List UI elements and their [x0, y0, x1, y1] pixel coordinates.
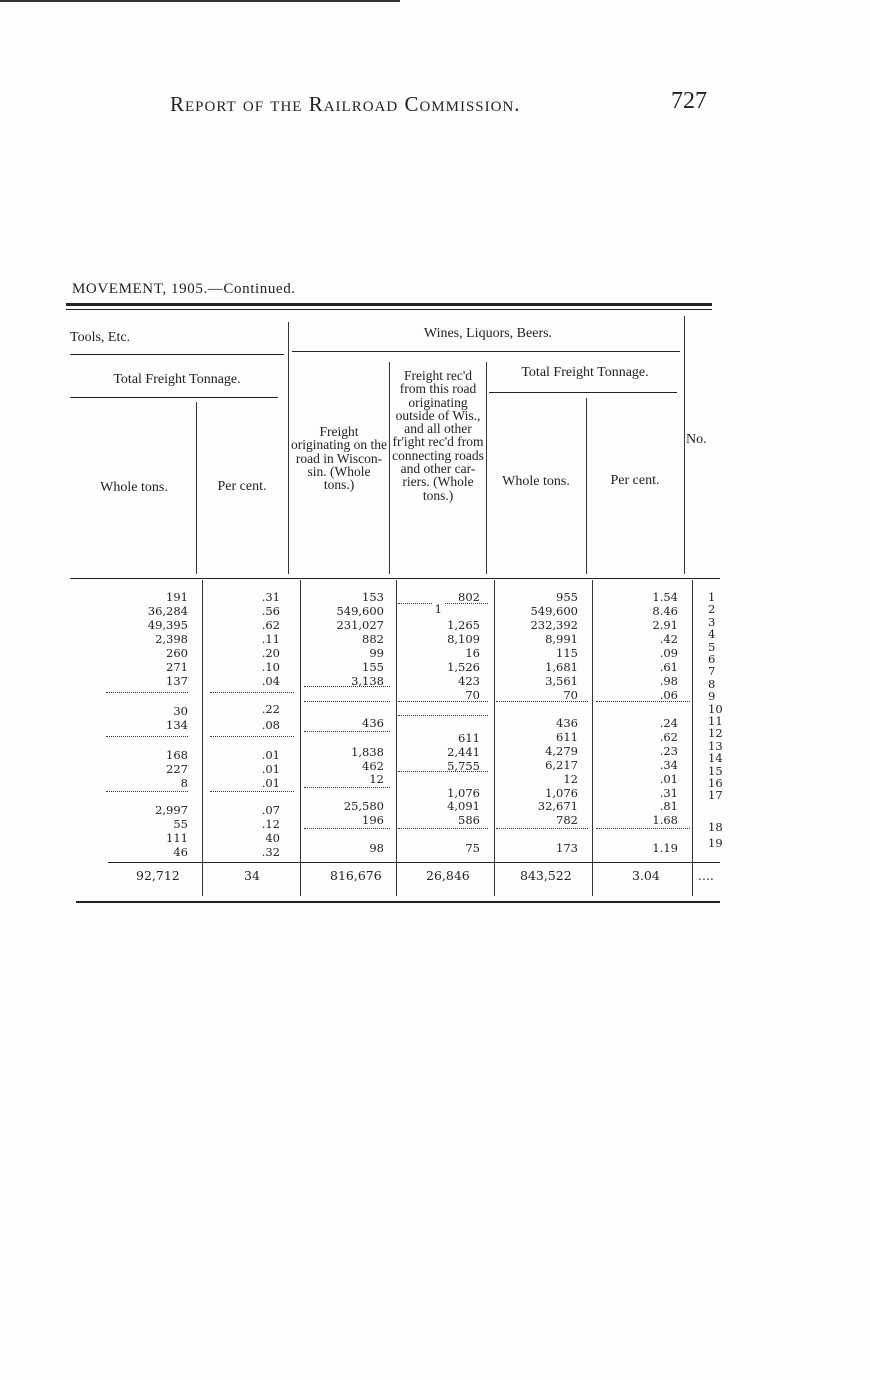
header-whole-tons-2: Whole tons. — [502, 474, 570, 489]
row-number: 6 — [708, 652, 716, 666]
table-cell: 260 — [166, 646, 188, 660]
table-cell: 173 — [556, 841, 578, 855]
header-freight-originating: Freight originating on the road in Wiscon-sin. (Whole tons.) — [291, 424, 387, 493]
body-rule-c — [396, 580, 397, 896]
table-cell: .34 — [659, 758, 678, 772]
table-cell: 4,279 — [545, 744, 578, 758]
table-cell: 2,398 — [155, 632, 188, 646]
total-row-number: .... — [698, 868, 714, 883]
table-cell: 153 — [362, 590, 384, 604]
table-cell: 36,284 — [147, 604, 188, 618]
table-cell: .31 — [261, 590, 280, 604]
row-number: 3 — [708, 614, 716, 629]
total-freight-received: 26,846 — [426, 868, 470, 883]
dot-leader — [496, 827, 588, 829]
table-cell: 232,392 — [530, 618, 578, 632]
table-cell: .42 — [659, 632, 678, 646]
col-rule-f — [684, 316, 685, 574]
body-rule-e — [592, 580, 593, 896]
table-cell: 4,091 — [447, 799, 480, 813]
table-cell: .61 — [659, 660, 678, 674]
table-cell: .32 — [261, 845, 280, 859]
table-cell: .98 — [659, 674, 678, 688]
table-cell: 168 — [166, 748, 188, 762]
row-number: 19 — [708, 836, 723, 850]
dot-leader — [304, 685, 390, 687]
table-cell: 1,526 — [447, 660, 480, 674]
table-cell: 227 — [166, 762, 188, 776]
dot-leader — [304, 827, 390, 829]
table-cell: 5,755 — [447, 759, 480, 773]
dot-leader — [304, 786, 390, 788]
table-cell: .56 — [261, 604, 280, 618]
table-cell: 586 — [458, 813, 480, 827]
dot-leader — [398, 714, 488, 716]
table-cell: .04 — [261, 674, 280, 688]
table-cell: 49,395 — [147, 618, 188, 632]
row-number: 18 — [708, 820, 723, 834]
total-freight-originating: 816,676 — [330, 868, 382, 883]
table-cell: .23 — [659, 744, 678, 758]
table-cell: 462 — [362, 759, 384, 773]
table-cell: 137 — [166, 674, 188, 688]
table-cell: .20 — [261, 646, 280, 660]
table-cell: .01 — [659, 772, 678, 786]
table-cell: 8 — [180, 776, 188, 790]
table-cell: 423 — [458, 674, 480, 688]
table-cell: 2,997 — [155, 803, 188, 817]
table-cell: 549,600 — [530, 604, 578, 618]
table-cell: 12 — [563, 772, 578, 786]
dot-leader — [398, 700, 488, 702]
total-per-cent-1: 34 — [244, 868, 260, 883]
table-top-rule-thin — [66, 309, 712, 310]
table-cell: 16 — [465, 646, 480, 660]
table-cell: .62 — [659, 730, 678, 744]
dot-leader — [398, 827, 488, 829]
table-cell: 611 — [458, 731, 480, 745]
row-number: 17 — [708, 788, 723, 803]
row-number: 16 — [708, 776, 723, 790]
page-number: 727 — [671, 88, 707, 114]
table-cell: 6,217 — [545, 758, 578, 772]
table-cell: 1.19 — [652, 841, 678, 855]
total-whole-tons-1: 92,712 — [136, 868, 180, 883]
body-rule-d — [494, 580, 495, 896]
table-cell: 782 — [556, 813, 578, 827]
subgroup-rule-1 — [70, 397, 278, 398]
col-rule-c — [389, 362, 390, 574]
total-whole-tons-2: 843,522 — [520, 868, 572, 883]
row-number: 7 — [708, 664, 716, 679]
dot-leader — [304, 700, 390, 702]
table-cell: 549,600 — [336, 604, 384, 618]
group-header-tools: Tools, Etc. — [70, 330, 131, 345]
table-cell: 8.46 — [652, 604, 678, 618]
row-number: 5 — [708, 639, 716, 654]
group-rule-2 — [292, 351, 680, 352]
table-cell: 802 — [458, 590, 480, 604]
dot-leader — [210, 691, 294, 693]
row-number: 9 — [708, 689, 716, 704]
table-cell: 882 — [362, 632, 384, 646]
table-top-rule — [66, 303, 712, 306]
table-cell: 46 — [173, 845, 188, 859]
table-cell: 1,076 — [545, 786, 578, 800]
col-rule-b — [288, 322, 289, 574]
dot-leader — [210, 735, 294, 737]
table-cell: 1,681 — [545, 660, 578, 674]
subgroup-rule-2 — [489, 392, 677, 393]
table-cell: 12 — [369, 772, 384, 786]
table-cell: 231,027 — [336, 618, 384, 632]
group-rule-1 — [70, 354, 284, 355]
table-cell: .01 — [261, 748, 280, 762]
table-cell: 134 — [166, 718, 188, 732]
table-cell: 2,441 — [447, 745, 480, 759]
table-cell: 8,991 — [545, 632, 578, 646]
table-cell: .01 — [261, 776, 280, 790]
dot-leader — [596, 700, 690, 702]
table-cell: 98 — [369, 841, 384, 855]
dot-leader — [106, 691, 188, 693]
dot-leader — [210, 790, 294, 792]
table-cell: 1,076 — [447, 786, 480, 800]
table-cell: 1.54 — [652, 590, 678, 604]
row-number: 13 — [708, 738, 723, 753]
dot-leader — [304, 730, 390, 732]
table-cell: .08 — [261, 718, 280, 732]
header-bottom-rule — [70, 578, 720, 579]
table-cell: .31 — [659, 786, 678, 800]
table-caption: MOVEMENT, 1905.—Continued. — [72, 281, 296, 297]
table-cell: 70 — [465, 688, 480, 702]
table-cell: 115 — [556, 646, 578, 660]
table-cell: 196 — [362, 813, 384, 827]
row-number: 11 — [708, 714, 723, 728]
row-number: 10 — [708, 701, 723, 716]
subheader-total-2: Total Freight Tonnage. — [521, 365, 649, 380]
table-cell: .09 — [659, 646, 678, 660]
table-cell: .10 — [261, 660, 280, 674]
table-cell: 436 — [556, 716, 578, 730]
table-cell: 1,838 — [351, 745, 384, 759]
table-cell: 1 — [434, 602, 442, 616]
row-number: 12 — [708, 726, 723, 741]
table-bottom-rule — [76, 901, 720, 903]
running-head: Report of the Railroad Commission. — [170, 92, 521, 116]
table-cell: 25,580 — [343, 799, 384, 813]
body-rule-f — [692, 580, 693, 896]
table-cell: 436 — [362, 716, 384, 730]
row-number: 8 — [708, 676, 716, 691]
table-cell: .07 — [261, 803, 280, 817]
header-per-cent-1: Per cent. — [217, 479, 267, 494]
table-cell: 32,671 — [537, 799, 578, 813]
table-cell: 75 — [465, 841, 480, 855]
total-top-rule — [108, 862, 720, 863]
table-cell: 2.91 — [652, 618, 678, 632]
table-cell: 3,561 — [545, 674, 578, 688]
row-number: 1 — [708, 590, 716, 604]
dot-leader — [106, 735, 188, 737]
table-cell: 3,138 — [351, 674, 384, 688]
header-per-cent-2: Per cent. — [610, 473, 660, 488]
table-cell: .81 — [659, 799, 678, 813]
row-number: 14 — [708, 751, 723, 766]
total-per-cent-2: 3.04 — [632, 868, 660, 883]
table-cell: .12 — [261, 817, 280, 831]
table-cell: 611 — [556, 730, 578, 744]
header-freight-received: Freight rec'd from this road originating outside of Wis., and all other fr'ight rec'd from connecting roads and other car-riers. (Whole tons.) — [392, 368, 484, 503]
table-cell: 55 — [173, 817, 188, 831]
dot-leader — [398, 770, 488, 772]
table-cell: .11 — [261, 632, 280, 646]
group-header-wines: Wines, Liquors, Beers. — [423, 326, 553, 341]
table-cell: 1.68 — [652, 813, 678, 827]
table-cell: 155 — [362, 660, 384, 674]
table-cell: 70 — [563, 688, 578, 702]
table-cell: 8,109 — [447, 632, 480, 646]
table-cell: .22 — [261, 702, 280, 716]
table-cell: 1,265 — [447, 618, 480, 632]
table-cell: .24 — [659, 716, 678, 730]
table-cell: 99 — [369, 646, 384, 660]
table-cell: 30 — [173, 704, 188, 718]
row-number: 2 — [708, 602, 716, 617]
table-cell: 111 — [166, 831, 188, 845]
body-rule-b — [300, 580, 301, 896]
subheader-total-1: Total Freight Tonnage. — [113, 372, 241, 387]
table-cell: 191 — [166, 590, 188, 604]
table-cell: .62 — [261, 618, 280, 632]
table-cell: .06 — [659, 688, 678, 702]
dot-leader — [106, 790, 188, 792]
table-cell: 40 — [265, 831, 280, 845]
table-cell: 271 — [166, 660, 188, 674]
body-rule-a — [202, 580, 203, 896]
dot-leader — [596, 827, 690, 829]
table-cell: 955 — [556, 590, 578, 604]
table-cell: .01 — [261, 762, 280, 776]
col-rule-d — [486, 362, 487, 574]
dot-leader — [496, 700, 588, 702]
header-whole-tons-1: Whole tons. — [100, 480, 168, 495]
row-number: 15 — [708, 763, 723, 778]
row-number: 4 — [708, 627, 716, 642]
header-no: No. — [686, 432, 707, 447]
